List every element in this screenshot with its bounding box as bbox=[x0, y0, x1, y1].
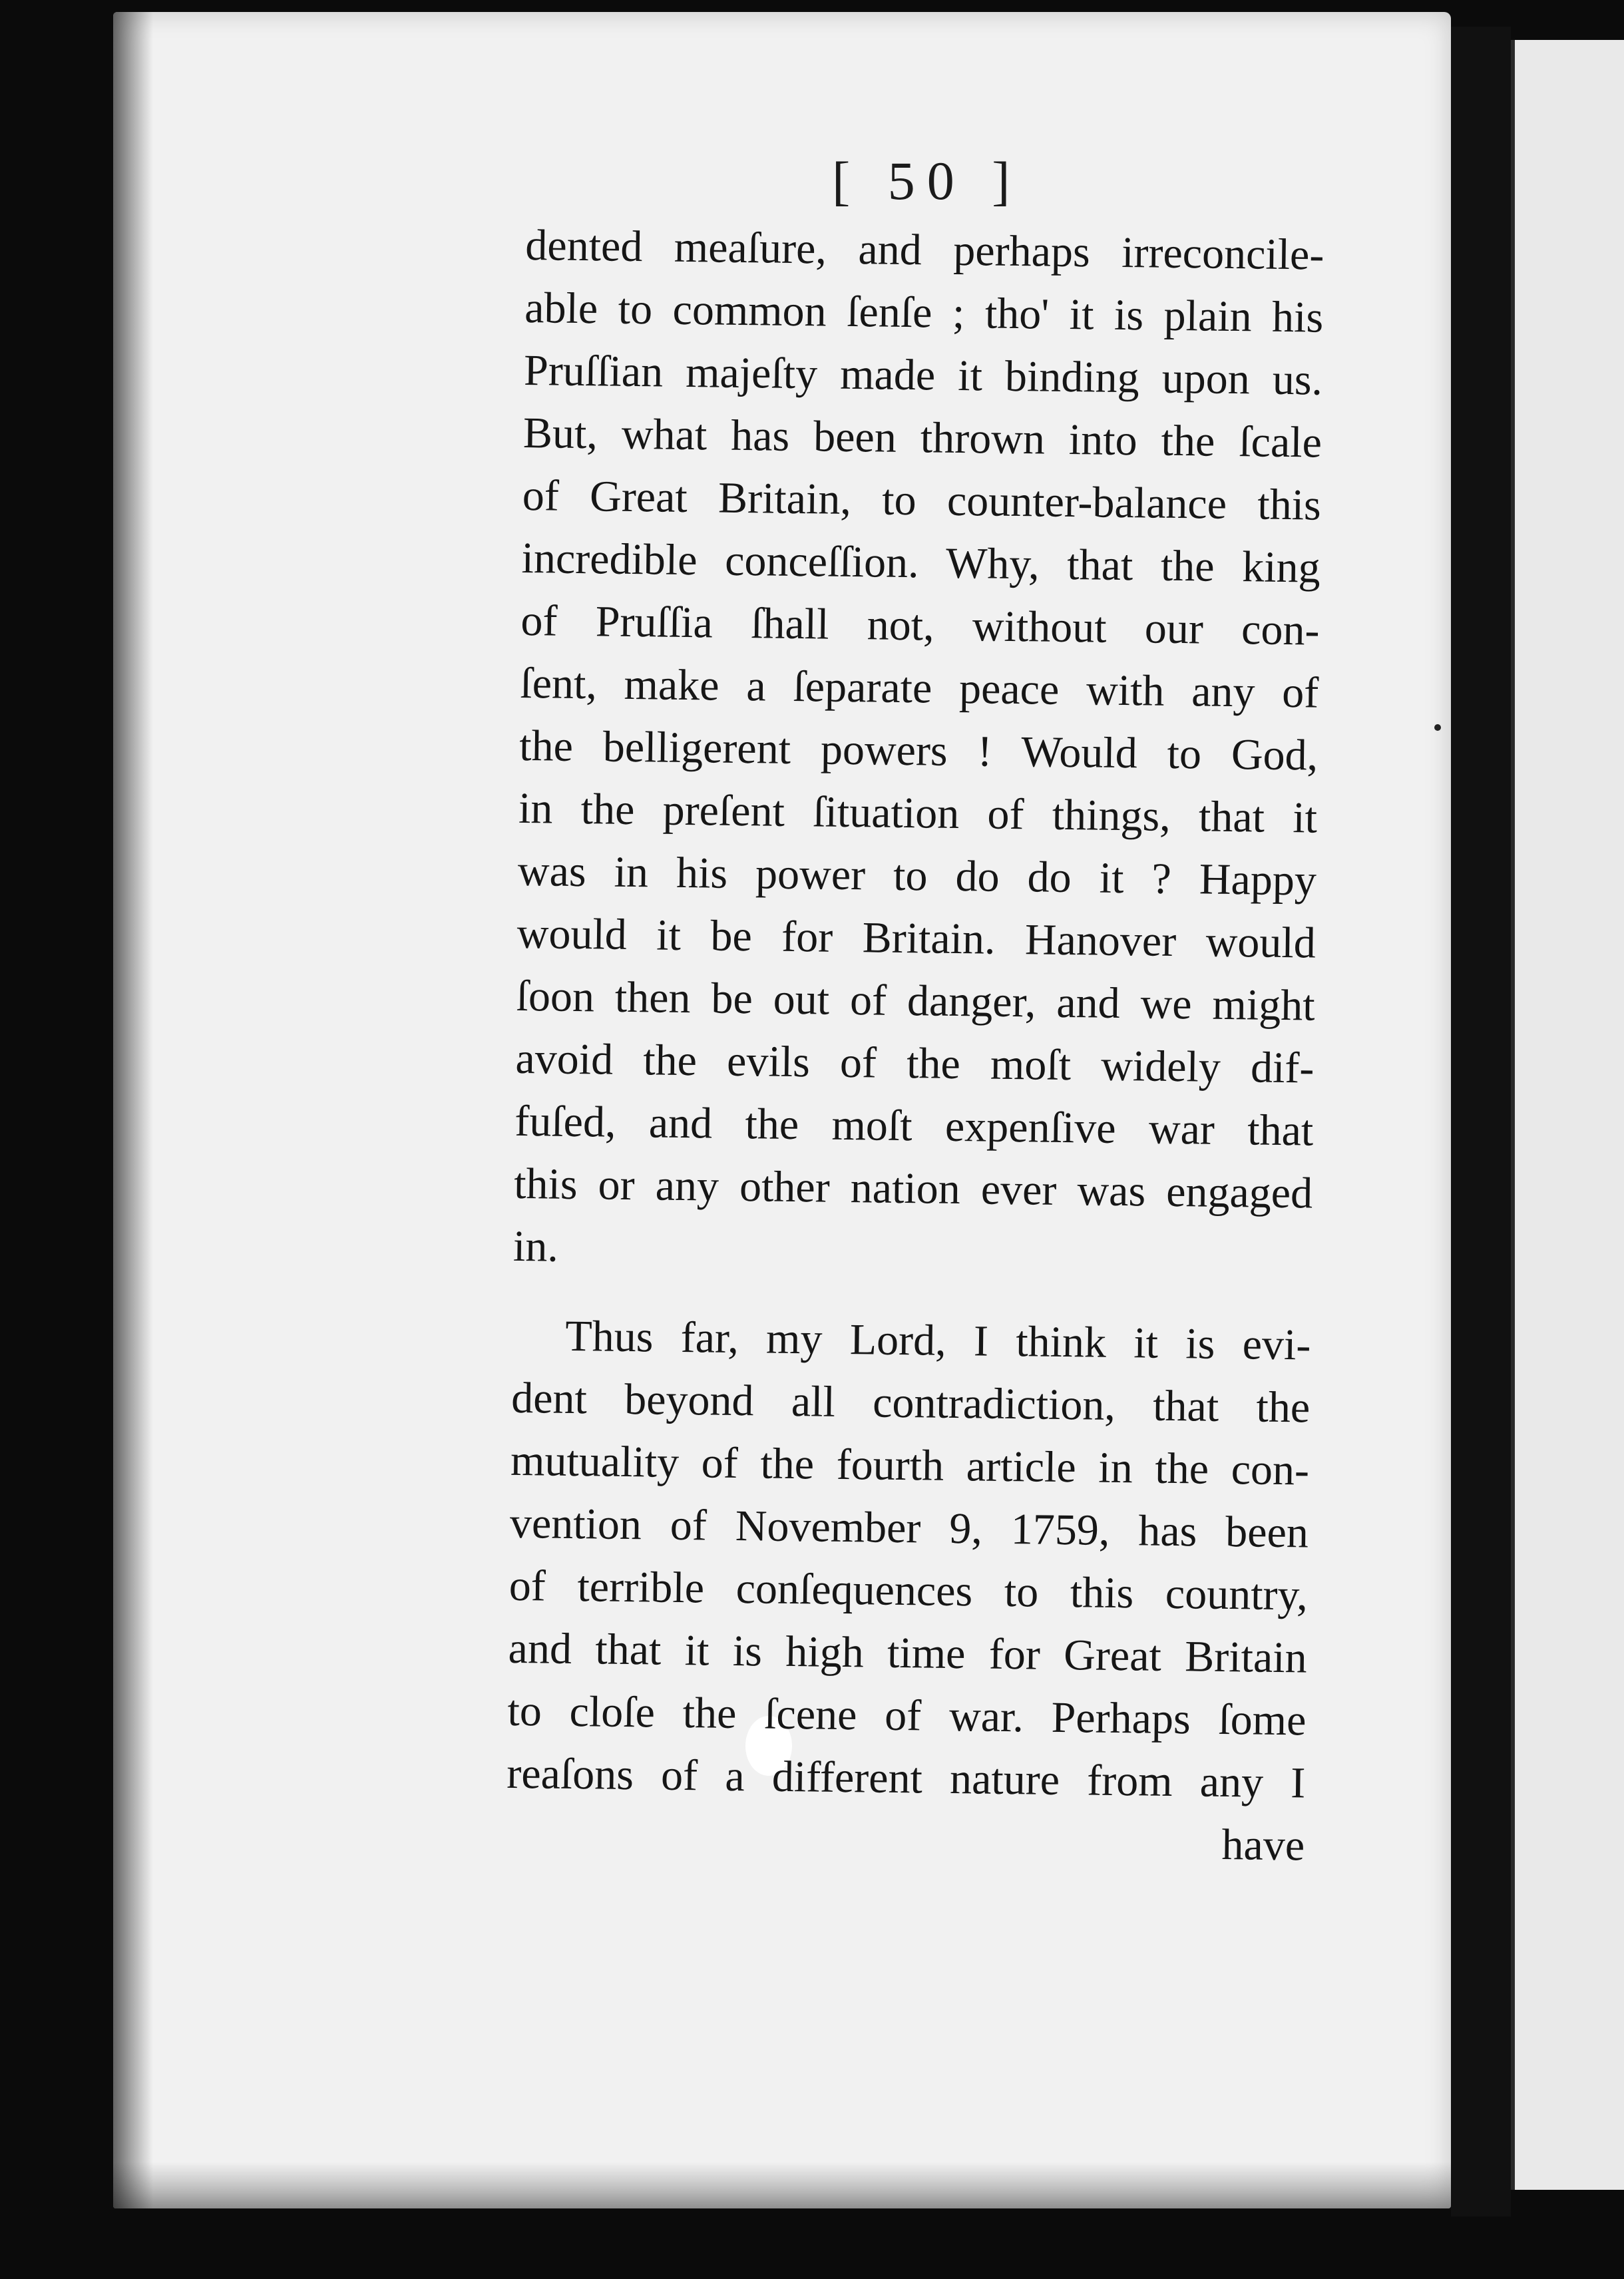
text-line: the belligerent powers ! Would to God, bbox=[518, 721, 1319, 780]
text-line: reaſons of a different nature from any I bbox=[506, 1749, 1306, 1808]
text-line: able to common ſenſe ; tho' it is plain his bbox=[524, 283, 1324, 342]
text-line: in. bbox=[512, 1221, 559, 1271]
text-line: dent beyond all contradiction, that the bbox=[510, 1373, 1311, 1432]
text-line: Pruſſian majeſty made it binding upon us. bbox=[523, 345, 1323, 405]
text-line: mutuality of the fourth article in the con- bbox=[510, 1436, 1310, 1495]
spine-shadow bbox=[113, 12, 153, 2208]
text-line: ſent, make a ſeparate peace with any of bbox=[519, 658, 1319, 718]
text-line: Thus far, my Lord, I think it is evi- bbox=[564, 1311, 1311, 1370]
text-line: incredible conceſſion. Why, that the king bbox=[521, 533, 1321, 592]
text-line: ſoon then be out of danger, and we might bbox=[516, 971, 1316, 1030]
text-line: vention of November 9, 1759, has been bbox=[509, 1498, 1309, 1557]
catchword: have bbox=[1221, 1820, 1305, 1870]
text-line: was in his power to do do it ? Happy bbox=[517, 846, 1317, 905]
text-line: to cloſe the ſcene of war. Perhaps ſome bbox=[507, 1686, 1307, 1745]
text-line: would it be for Britain. Hanover would bbox=[516, 909, 1317, 968]
text-line: in the preſent ſituation of things, that it bbox=[518, 783, 1318, 843]
text-line: fuſed, and the moſt expenſive war that bbox=[514, 1096, 1314, 1155]
page-bottom-edge bbox=[113, 2162, 1451, 2208]
facing-page-edge bbox=[1511, 40, 1624, 2190]
text-line: of Great Britain, to counter-balance this bbox=[522, 471, 1322, 530]
text-line: of terrible conſequences to this country, bbox=[508, 1561, 1309, 1620]
text-line: of Pruſſia ſhall not, without our con- bbox=[520, 596, 1320, 655]
book-gutter bbox=[1451, 27, 1511, 2216]
text-line: avoid the evils of the moſt widely dif- bbox=[515, 1034, 1315, 1093]
text-line: this or any other nation ever was engaged bbox=[513, 1159, 1313, 1218]
body-text bbox=[506, 214, 1324, 1877]
page-number-header: [ 50 ] bbox=[832, 150, 1022, 211]
text-line: But, what has been thrown into the ſcale bbox=[522, 408, 1322, 467]
text-line: dented meaſure, and perhaps irreconcile- bbox=[524, 220, 1324, 280]
ink-spot bbox=[1434, 724, 1441, 731]
text-line: and that it is high time for Great Britain bbox=[508, 1623, 1308, 1683]
